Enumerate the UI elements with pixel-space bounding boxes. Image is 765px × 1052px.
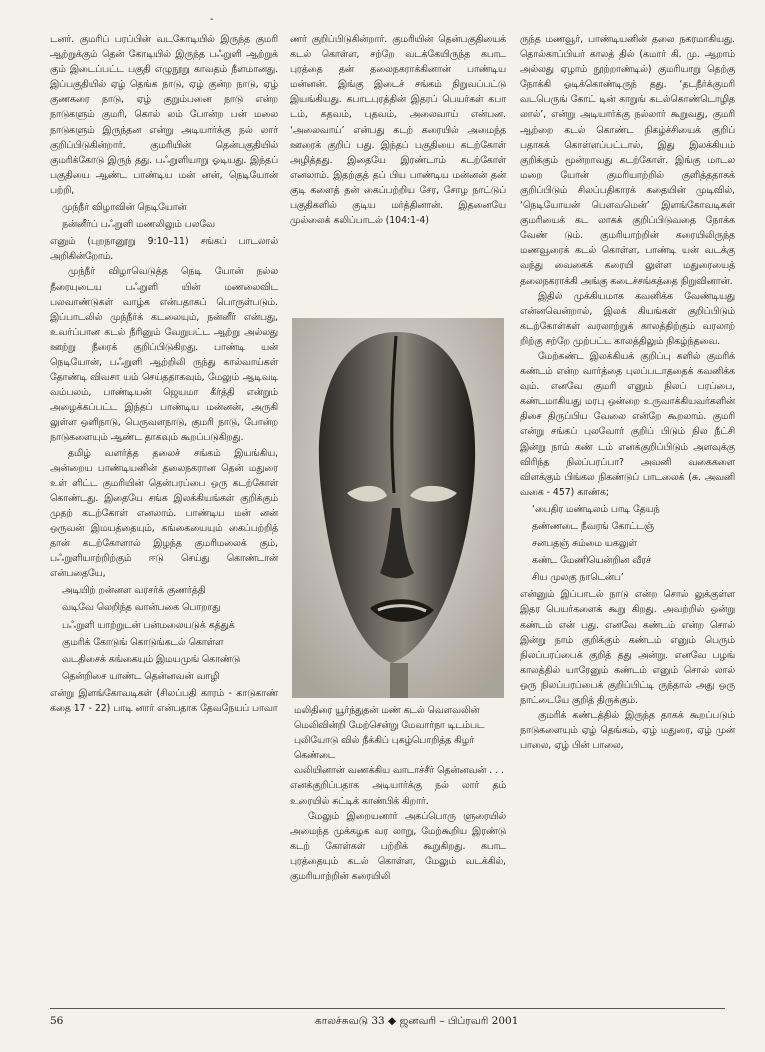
verse-line: தண்ணடை நீவரங் கோட்டஞ் [532, 521, 654, 532]
column-3 [520, 32, 735, 753]
paragraph: என்று இளங்கோவடிகள் (சிலப்பதி காரம் - காடுகாண் கதை 17 - 22) பாடி னார் என்பதாக தேவநேயப் பாவா [50, 687, 278, 715]
verse-line: குமரிக் கோடுங் கொடுங்கடல் கொள்ள [62, 636, 224, 648]
paragraph: மேலும் இறையனார் அகப்பொரு ளுரையில் அமைந்த முக்கழக வர லாறு, மேற்கூறிய இரண்டு கடற் கோள்கள் பற்றிக் கூறுகிறது. கபாட புரத்தையும் கடல் கொள்ள, மேலும் வடக்கில், குமரியாற்றின் கரையிலி [290, 810, 506, 883]
verse-line: கண்ட மேணியென்றின வீரச் [532, 555, 652, 567]
african-mask-icon [292, 318, 504, 698]
paragraph: எனக்குறிப்பதாக அடியார்க்கு நல் லார் தம் உரையில் சுட்டிக் காண்பிக் கிறார். [290, 780, 506, 807]
paragraph: குமரிக் கண்டத்தில் இருந்த தாகக் கூறப்படும் நாடுகளையும் ஏழ் தெங்கம், ஏழ் மதுரை, ஏழ் முன் பாலை, ஏழ் பின் பாலை, [520, 710, 735, 752]
paragraph: என்னும் இப்பாடல் நாடு என்ற சொல் லுக்குள்ள இதர பெயர்களைக் கூறு கிறது. அவற்றில் ஒன்று கண்டம் என் பது. எனவே கண்டம் என்ற சொல் இன்று நாம் குறிக்கும் கண்டம் எனும் பெரும் நிலப்பரப்பைக் குறித் தது அன்று. எனவே பழங் காலத்தில் யாரேனும் கண்டம் எனும் சொல் லால் ஒரு நிலப்பரப்பைக் குறிப்பிட்டி ருந்தால் அது ஒரு நாட்டையே குறித் திருக்கும். [520, 589, 735, 707]
verse-line: மெலிவின்றி மேற்சென்று மேவார்நா டிடம்பட [294, 720, 485, 732]
verse-line: சிய முலகு நாடென்ப’ [532, 572, 624, 584]
page-number: 56 [50, 1015, 64, 1027]
page-footer [50, 1008, 725, 1029]
column-2-lower [290, 703, 506, 884]
verse-line: வடிவே லெறிந்த வான்பகை பொறாது [62, 602, 221, 614]
verse-line: வலியினான் வணக்கிய வாடாச்சீர் தென்னவன் . . . [294, 765, 505, 777]
mask-photo [292, 318, 504, 698]
paragraph: தமிழ் வளர்த்த தலைச் சங்கம் இயங்கிய, அன்றைய பாண்டியனின் தலைநகரான தென் மதுரை உள் ளிட்ட குமரியின் தென்பரப்பை ஒரு கடற்கோள் கொண்டது. இதையே சங்க இலக்கியங்கள் குறிக்கும் முதற் கடற்கோள் எனலாம். பாண்டிய மன் னன் ஒருவன் இமயத்தையும், கங்கையையும் கைப்பற்றித் தான் கடற்கோளால் இழந்த குமரிமலைக் கும், பஃறுளியாற்றிற்கும் ஈடு செய்து கொண்டான் என்பதையே, [50, 447, 278, 580]
verse-line: முந்நீர் விழாவின் நெடியோன் [62, 202, 187, 214]
verse-line: பஃறுளி யாற்றுடன் பன்மலையடுக் கத்துக் [62, 619, 235, 631]
verse-line: வடதிசைக் கங்கையும் இமயமுங் கொண்டு [62, 653, 241, 665]
paragraph: ருந்த மணவூர், பாண்டியனின் தலை நகரமாகியது. தொல்காப்பியர் காலத் தில் (கமார் கி. மு. ஆறாம் அல்லது ஏழாம் நூற்றாண்டில்) குமரியாறு தெற்கு நோக்கி ஓடிக்கொண்டிருந் தது. ‘தடநீர்க்குமரி வடபெருங் கோட் டின் காறுங் கடல்கொண்டொழித லால்’, என்று அடியார்க்கு நல்லார் கூறுவது, குமரி ஆற்றை கடல் கொண்ட நிகழ்ச்சியைக் குறிப் பதாகக் கொள்ளப்பட்டால், இது இலக்கியம் குறிக்கும் மூன்றாவது கடற்கோள். இங்கு மாடல மறை யோன் குமரியாற்றில் குளித்ததாகக் குறிப்பிடும் சிலப்பதிகாரக் கதையின் முடிவில், ‘நெடியோயன் பௌவமென்’ இளங்கோவடிகள் குமரியைக் கட லாகக் குறிப்பிடுவதை நோக்க வேண் டும். குமரியாற்றின் கரையிலிருந்த மணவூரைக் கடல் கொள்ள, பாண்டி யன் வடக்கு வந்து வைகைக் கரையி லுள்ள மதுரையைத் தலைநகராக்கி அங்கு கடைச்சங்கத்தை நிறுவினான். [520, 34, 735, 287]
paragraph: எனும் (புறநானூறு 9:10–11) சங்கப் பாடலால் அறிகின்றோம். [50, 236, 278, 263]
paragraph: டனர். குமரிப் பரப்பின் வடகோடியில் இருந்த குமரி ஆற்றுக்கும் தென் கோடியில் இருந்த பஃறுளி ஆற்றுக் கும் இடைப்பட்ட பகுதி எழுநூறு காவதம் நீளமானது. இப்பகுதியில் ஏழ் தெங்க நாடு, ஏழ் குன்ற நாடு, ஏழ் குணகரை நாடு, ஏழ் குறும்பனை நாடு என்ற நாடுகளும் குமரி, கொல் லம் போன்ற பன் மலை நாடுகளும் இருந்தன என்று அடியார்க்கு நல் லார் குறிப்பிடுகின்றார். குமரியின் தென்பகுதியில் குமரிக்கோடு இருந் தது. பஃறுளியாறு ஓடியது. இந்தப் பகுதியை ஆண்ட பாண்டிய மன் னன், நெடியோன் பற்றி, [50, 34, 278, 196]
paragraph: மேற்கண்ட இலக்கியக் குறிப்பு களில் குமரிக் கண்டம் என்ற வார்த்தை புலப்படாததைக் கவனிக்க வும். எனவே குமரி எனும் நிலப் பரப்பை, கண்டமாகியது மரபு ஒன்றை உருவாக்கியவர்களின் திசை திருப்பிய வேலை என்றே கூறலாம். குமரி என்று சங்கப் புலவோர் குறிப் பிடும் நில நீட்சி இன்று நாம் கண் டம் எனக்குறிப்பிடும் அளவுக்கு விரிந்த நிலப்பரப்பா? அவனி வகைகளை விளக்கும் பிங்கல நிகண்டுப் பாடலைக் (சு. அவனி வகை - 457) காண்க; [520, 350, 735, 498]
verse-line: ‘பைதிர மண்டிலம் பாடி தேயந் [532, 503, 660, 515]
top-mark: - [210, 14, 214, 25]
paragraph: இதில் முக்கியமாக கவனிக்க வேண்டியது என்னவென்றால், இலக் கியங்கள் குறிப்பிடும் கடற்கோள்கள் வரலாற்றுக் காலத்திற்கும் வரலாற் றிற்கு சற்றே முற்பட்ட காலத்திலும் நிகழ்ந்தவை. [520, 290, 735, 347]
verse-line: நன்னீர்ப் பஃறுளி மணலிலும் பலவே [62, 219, 215, 231]
verse-line: புலியோடு வில் நீக்கிப் புகழ்பொறித்த கிழர் கெண்டை [294, 735, 475, 762]
paragraph: ணர் குறிப்பிடுகின்றார். குமரியின் தென்பகுதியைக் கடல் கொள்ள, சற்றே வடக்கேயிருந்த கபாட புரத்தை தன் தலைநகராக்கினான் பாண்டிய மன்னன். இங்கு இடைச் சங்கம் நிறுவப்பட்டு இயங்கியது. கபாடபுரத்தின் இதரப் பெயர்கள் கபா டம், கதவம், புதவம், அலைவாய் என்பன. ‘அலைவாய்’ என்பது கடற் கரையில் அமைந்த ஊரைக் குறிப் பது. இந்தப் பகுதியை கடற்கோள் அழித்தது. இதையே இரண்டாம் கடற்கோள் எனலாம். இதற்குத் தப் பிய பாண்டிய மன்னன் தன் குடி களைத் தன் கைப்பற்றிய சேர, சோழ நாட்டுப் பகுதிகளில் குடிய மர்த்தினான். இதனையே முல்லைக் கலிப்பாடல் (104:1-4) [290, 34, 506, 227]
column-1 [50, 32, 278, 716]
verse-line: மலிதிரை யூர்ந்துதன் மண் கடல் வெளவலின் [294, 705, 480, 716]
verse-line: சனபதஞ் சும்மை யகலுள் [532, 538, 637, 550]
paragraph: முந்நீர் விழாவெடுத்த நெடி யோன் நல்ல நீரையுடைய பஃறுளி யின் மணலைவிட பலவாண்டுகள் வாழ்க என்பதாகப் பொருள்படும். இப்பாடலில் முந்நீர்க் கடலையும், நன்னீர் என்பது, உவர்ப்பான கடல் நீரினும் வேறுபட்ட ஆற்று அல்லது ஊற்று நீரைக் குறிப்பிடுகிறது. பாண்டி யன் நெடியோன், பஃறுளி ஆற்றிலி ருந்து கால்வாய்கள் தோண்டி விவசா யம் செய்ததாகவும், மேலும் ஆடிவடி வம்பலம், பாண்டியன் ஜெயமா கீர்த்தி என்றும் அழைக்கப்பட்ட இந்தப் பாண்டிய மன்னன், அருகி லுள்ள ஒளிநாடு, பெருவளநாடு, குமரி நாடு, போன்ற நாடுகளையும் ஆண்ட தாகவும் கூறப்படுகிறது. [50, 266, 278, 444]
journal-issue: காலச்சுவடு 33 ◆ ஜனவரி – பிப்ரவரி 2001 [315, 1015, 519, 1027]
column-2-upper [290, 32, 506, 228]
verse-line: தென்றிசை யாண்ட தென்னவன் வாழி [62, 670, 220, 682]
verse-line: அடியிற் றன்னள வரசர்க் குணர்த்தி [62, 585, 206, 597]
